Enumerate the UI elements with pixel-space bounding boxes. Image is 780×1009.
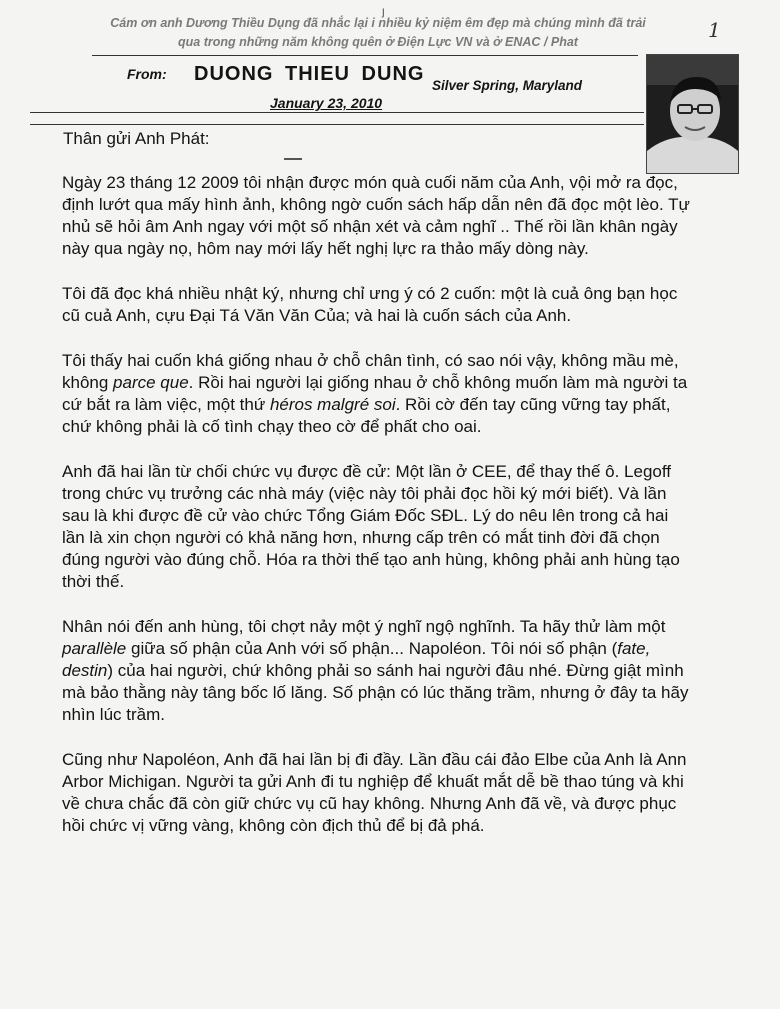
paragraph: [62, 283, 690, 327]
italic-phrase: parallèle: [62, 639, 127, 658]
text-run: Tôi thấy hai cuốn khá giống nhau ở chỗ chân tình, có sao nói vậy, không mầu mè, không: [62, 351, 679, 392]
paragraph: [62, 616, 690, 726]
handwritten-dedication: Cám ơn anh Dương Thiều Dụng đã nhắc lại i nhiều kỷ niệm êm đẹp mà chúng mình đã trải qua trong những năm không quên ở Điện Lực VN và ở ENAC / Phat: [110, 16, 646, 49]
stray-dash: [284, 158, 302, 160]
letter-body: [62, 172, 690, 860]
header-divider: [30, 112, 644, 113]
italic-phrase: parce que: [113, 373, 189, 392]
paragraph: [62, 172, 690, 260]
text-run: Ngày 23 tháng 12 2009 tôi nhận được món quà cuối năm của Anh, vội mở ra đọc, định lướt qua mấy hình ảnh, không ngờ cuốn sách hấp dẫn nên đã đọc một lèo. Tự nhủ sẽ hỏi âm Anh ngay với một số nhận xét và cảm nghĩ .. Thế rồi lần khân ngày này qua ngày nọ, hôm nay mới lấy hết nghị lực ra thảo mấy dòng này.: [62, 173, 690, 258]
text-run: Cũng như Napoléon, Anh đã hai lần bị đi đầy. Lần đầu cái đảo Elbe của Anh là Ann Arbor Michigan. Người ta gửi Anh đi tu nghiệp để khuất mắt dễ bề thao túng và khi về chưa chắc đã còn giữ chức vụ cũ hay không. Nhưng Anh đã về, và được phục hồi chức vị vững vàng, không còn địch thủ để bị đả phá.: [62, 750, 687, 835]
paragraph: [62, 461, 690, 593]
italic-phrase: fate, destin: [62, 639, 651, 680]
text-run: Anh đã hai lần từ chối chức vụ được đề cử: Một lần ở CEE, để thay thế ô. Legoff trong chức vụ trưởng các nhà máy (việc này tôi phải đọc hồi ký mới biết). Và lần sau là khi được đề cử vào chức Tổng Giám Đốc SĐL. Lý do nêu lên trong cả hai lần là xin chọn người có khả năng hơn, nhưng cấp trên có mắt tinh đời đã chọn đúng người vào đúng chỗ. Hóa ra thời thế tạo anh hùng, không phải anh hùng tạo thời thế.: [62, 462, 680, 591]
stray-mark: ȷ: [382, 4, 385, 18]
dedication-underline: [92, 55, 638, 56]
text-run: giữa số phận của Anh với số phận... Napoléon. Tôi nói số phận (: [126, 639, 618, 658]
text-run: ) của hai người, chứ không phải so sánh hai người đâu nhé. Đừng giật mình mà bảo thằng này tâng bốc lố lăng. Số phận có lúc thăng trầm, nhưng ở đây ta hãy nhìn lúc trầm.: [62, 661, 689, 724]
paragraph: [62, 350, 690, 438]
from-label: From:: [127, 66, 167, 82]
author-name: DUONG THIEU DUNG: [194, 63, 425, 85]
text-run: Tôi đã đọc khá nhiều nhật ký, nhưng chỉ ưng ý có 2 cuốn: một là cuả ông bạn học cũ cuả Anh, cựu Đại Tá Văn Văn Của; và hai là cuốn sách của Anh.: [62, 284, 678, 325]
letter-date: January 23, 2010: [270, 95, 383, 111]
text-run: . Rồi cờ đến tay cũng vững tay phất, chứ không phải là cố tình chạy theo cờ để phất cho oai.: [62, 395, 671, 436]
paragraph: [62, 749, 690, 837]
italic-phrase: héros malgré soi: [269, 395, 396, 414]
author-location: Silver Spring, Maryland: [432, 78, 583, 93]
author-photo: [646, 54, 739, 174]
text-run: . Rồi hai người lại giống nhau ở chỗ không muốn làm mà người ta cứ bắt ra làm việc, một thứ: [62, 373, 688, 414]
text-run: Nhân nói đến anh hùng, tôi chợt nảy một ý nghĩ ngộ nghĩnh. Ta hãy thử làm một: [62, 617, 666, 636]
salutation: Thân gửi Anh Phát:: [63, 129, 210, 148]
header-divider-lower: [30, 124, 644, 125]
page-number: 1: [708, 18, 721, 42]
